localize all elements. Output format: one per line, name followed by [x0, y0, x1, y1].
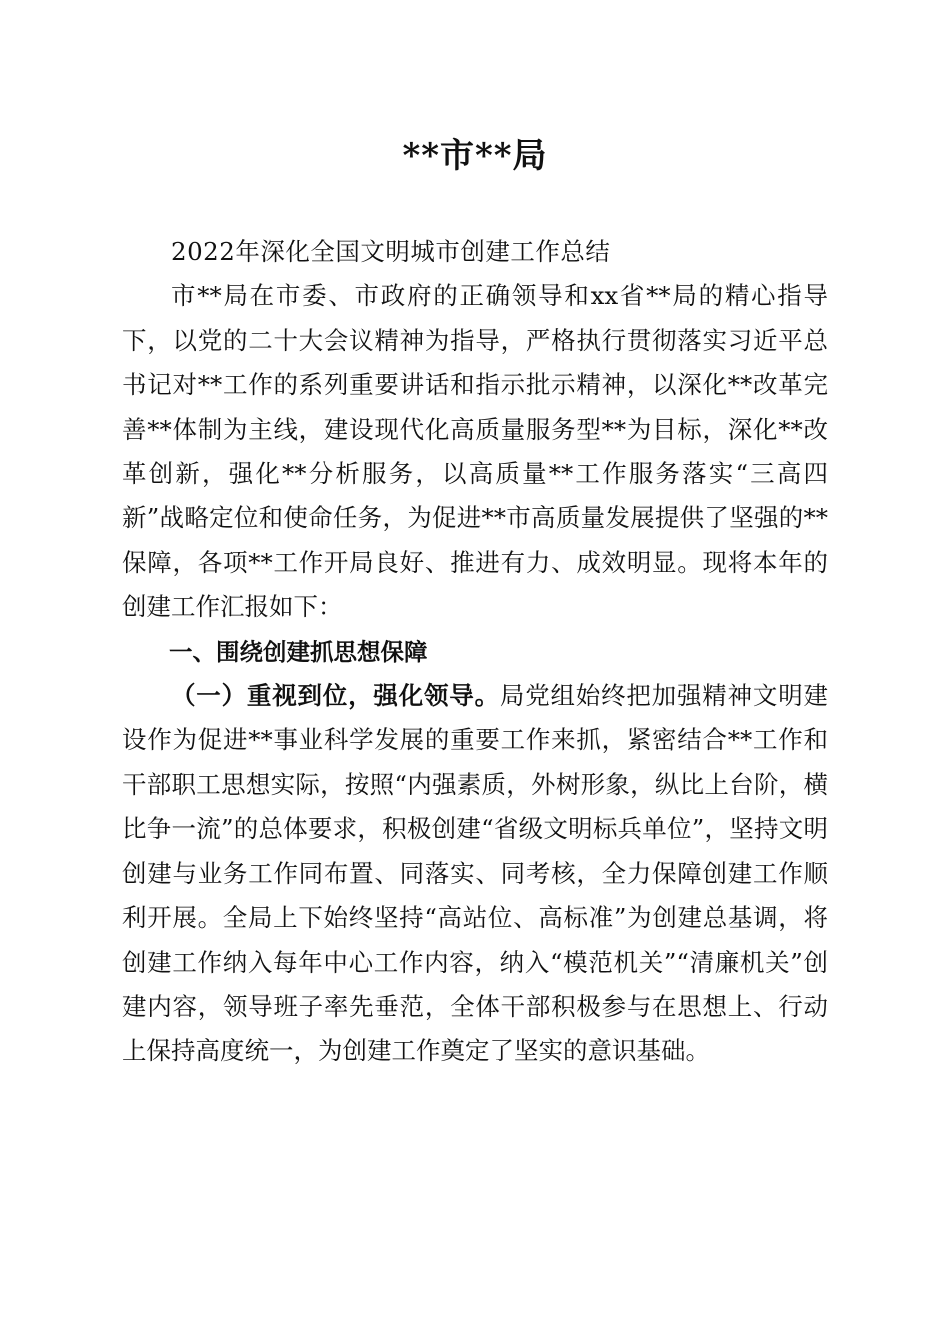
section-heading: 一、围绕创建抓思想保障: [169, 637, 428, 666]
document-subtitle: 2022年深化全国文明城市创建工作总结: [171, 237, 611, 266]
subsection-text: 局党组始终把加强精神文明建设作为促进**事业科学发展的重要工作来抓，紧密结合**工作和干部职工思想实际，按照“内强素质，外树形象，纵比上台阶，横比争一流”的总体要求，积极创建“省级文明标兵单位”，坚持文明创建与业务工作同布置、同落实、同考核，全力保障创建工作顺利开展。全局上下始终坚持“高站位、高标准”为创建总基调，将创建工作纳入每年中心工作内容，纳入“模范机关”“清廉机关”创建内容，领导班子率先垂范，全体干部积极参与在思想上、行动上保持高度统一，为创建工作奠定了坚实的意识基础。: [122, 681, 829, 1066]
document-title: **市**局: [402, 136, 548, 176]
intro-paragraph: 市**局在市委、市政府的正确领导和xx省**局的精心指导下，以党的二十大会议精神为指导，严格执行贯彻落实习近平总书记对**工作的系列重要讲话和指示批示精神，以深化**改革完善**体制为主线，建设现代化高质量服务型**为目标，深化**改革创新，强化**分析服务，以高质量**工作服务落实“三高四新”战略定位和使命任务，为促进**市高质量发展提供了坚强的**保障，各项**工作开局良好、推进有力、成效明显。现将本年的创建工作汇报如下：: [122, 281, 828, 622]
subsection-heading: （一）重视到位，强化领导。: [171, 681, 500, 711]
subsection-paragraph: [122, 674, 828, 1074]
document-body: [122, 230, 828, 1074]
